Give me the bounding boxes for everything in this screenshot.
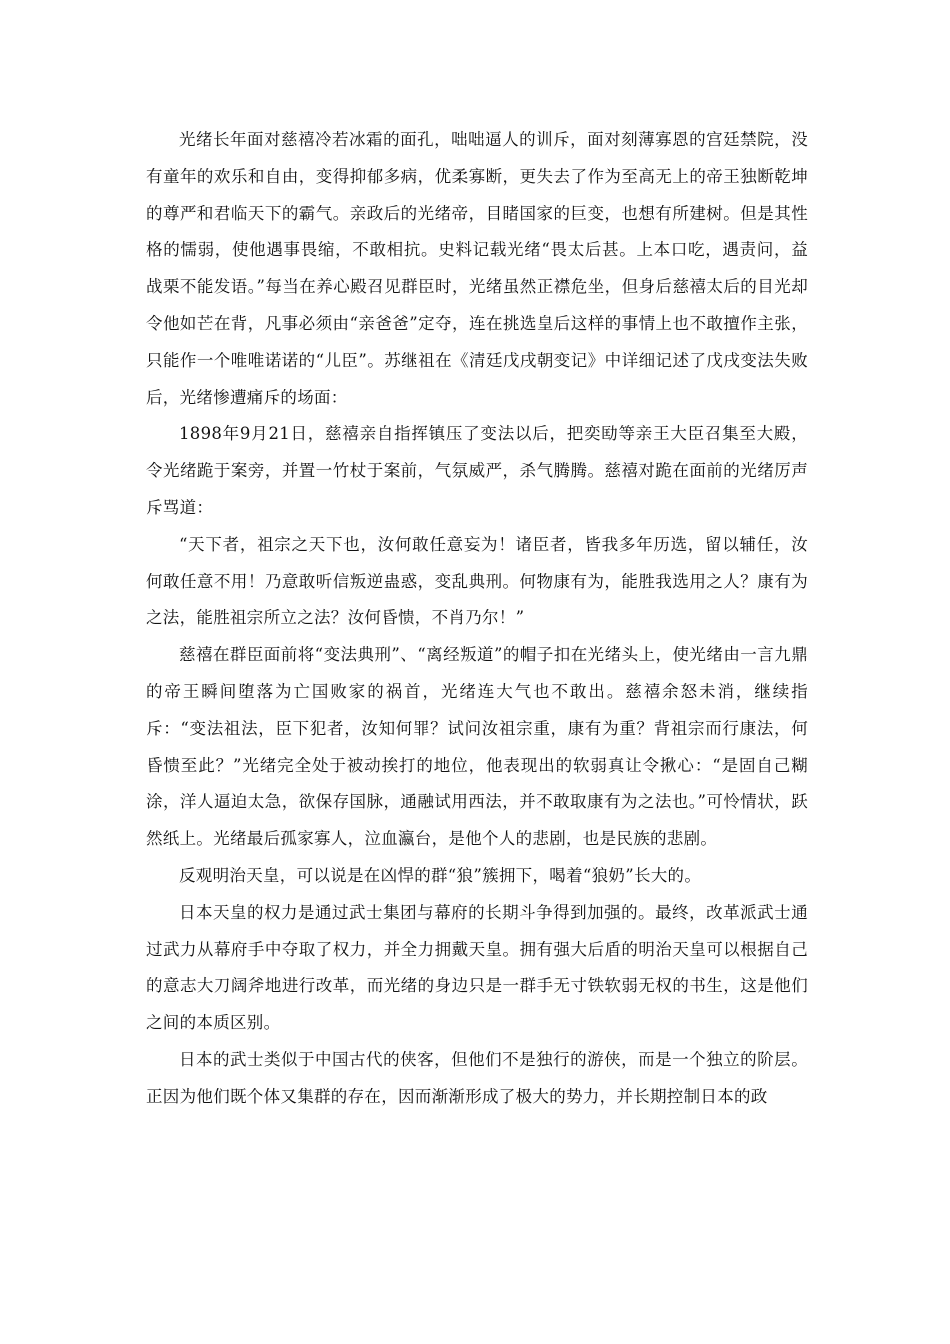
paragraph-samurai: 日本的武士类似于中国古代的侠客，但他们不是独行的游侠，而是一个独立的阶层。正因为他们既个体又集群的存在，因而渐渐形成了极大的势力，并长期控制日本的政 xyxy=(146,1049,808,1106)
document-body xyxy=(146,122,808,1116)
paragraph-cixi-quote: “天下者，祖宗之天下也，汝何敢任意妄为！诸臣者，皆我多年历选，留以辅任，汝何敢任意不用！乃意敢听信叛逆蛊惑，变乱典刑。何物康有为，能胜我选用之人？康有为之法，能胜祖宗所立之法？汝何昏愦，不肖乃尔！” xyxy=(146,534,808,628)
paragraph-meiji-contrast: 反观明治天皇，可以说是在凶悍的群“狼”簇拥下，喝着“狼奶”长大的。 xyxy=(179,865,702,885)
paragraph-emperor-power: 日本天皇的权力是通过武士集团与幕府的长期斗争得到加强的。最终，改革派武士通过武力从幕府手中夺取了权力，并全力拥戴天皇。拥有强大后盾的明治天皇可以根据自己的意志大刀阔斧地进行改革，而光绪的身边只是一群手无寸铁软弱无权的书生，这是他们之间的本质区别。 xyxy=(146,902,808,1033)
paragraph-guangxu-character: 光绪长年面对慈禧冷若冰霜的面孔，咄咄逼人的训斥，面对刻薄寡恩的宫廷禁院，没有童年的欢乐和自由，变得抑郁多病，优柔寡断，更失去了作为至高无上的帝王独断乾坤的尊严和君临天下的霸气。亲政后的光绪帝，目睹国家的巨变，也想有所建树。但是其性格的懦弱，使他遇事畏缩，不敢相抗。史料记载光绪“畏太后甚。上本口吃，遇责问，益战栗不能发语。”每当在养心殿召见群臣时，光绪虽然正襟危坐，但身后慈禧太后的目光却令他如芒在背，凡事必须由“亲爸爸”定夺，连在挑选皇后这样的事情上也不敢擅作主张，只能作一个唯唯诺诺的“儿臣”。苏继祖在《清廷戊戌朝变记》中详细记述了戊戌变法失败后，光绪惨遭痛斥的场面： xyxy=(146,130,808,407)
paragraph-1898-event: 1898年9月21日，慈禧亲自指挥镇压了变法以后，把奕劻等亲王大臣召集至大殿，令光绪跪于案旁，并置一竹杖于案前，气氛威严，杀气腾腾。慈禧对跪在面前的光绪厉声斥骂道： xyxy=(146,424,808,517)
paragraph-cixi-accusation: 慈禧在群臣面前将“变法典刑”、“离经叛道”的帽子扣在光绪头上，使光绪由一言九鼎的帝王瞬间堕落为亡国败家的祸首，光绪连大气也不敢出。慈禧余怒未消，继续指斥：“变法祖法，臣下犯者，汝知何罪？试问汝祖宗重，康有为重？背祖宗而行康法，何昏愦至此？”光绪完全处于被动挨打的地位，他表现出的软弱真让令揪心：“是固自己糊涂，洋人逼迫太急，欲保存国脉，通融试用西法，并不敢取康有为之法也。”可怜情状，跃然纸上。光绪最后孤家寡人，泣血瀛台，是他个人的悲剧，也是民族的悲剧。 xyxy=(146,645,808,849)
